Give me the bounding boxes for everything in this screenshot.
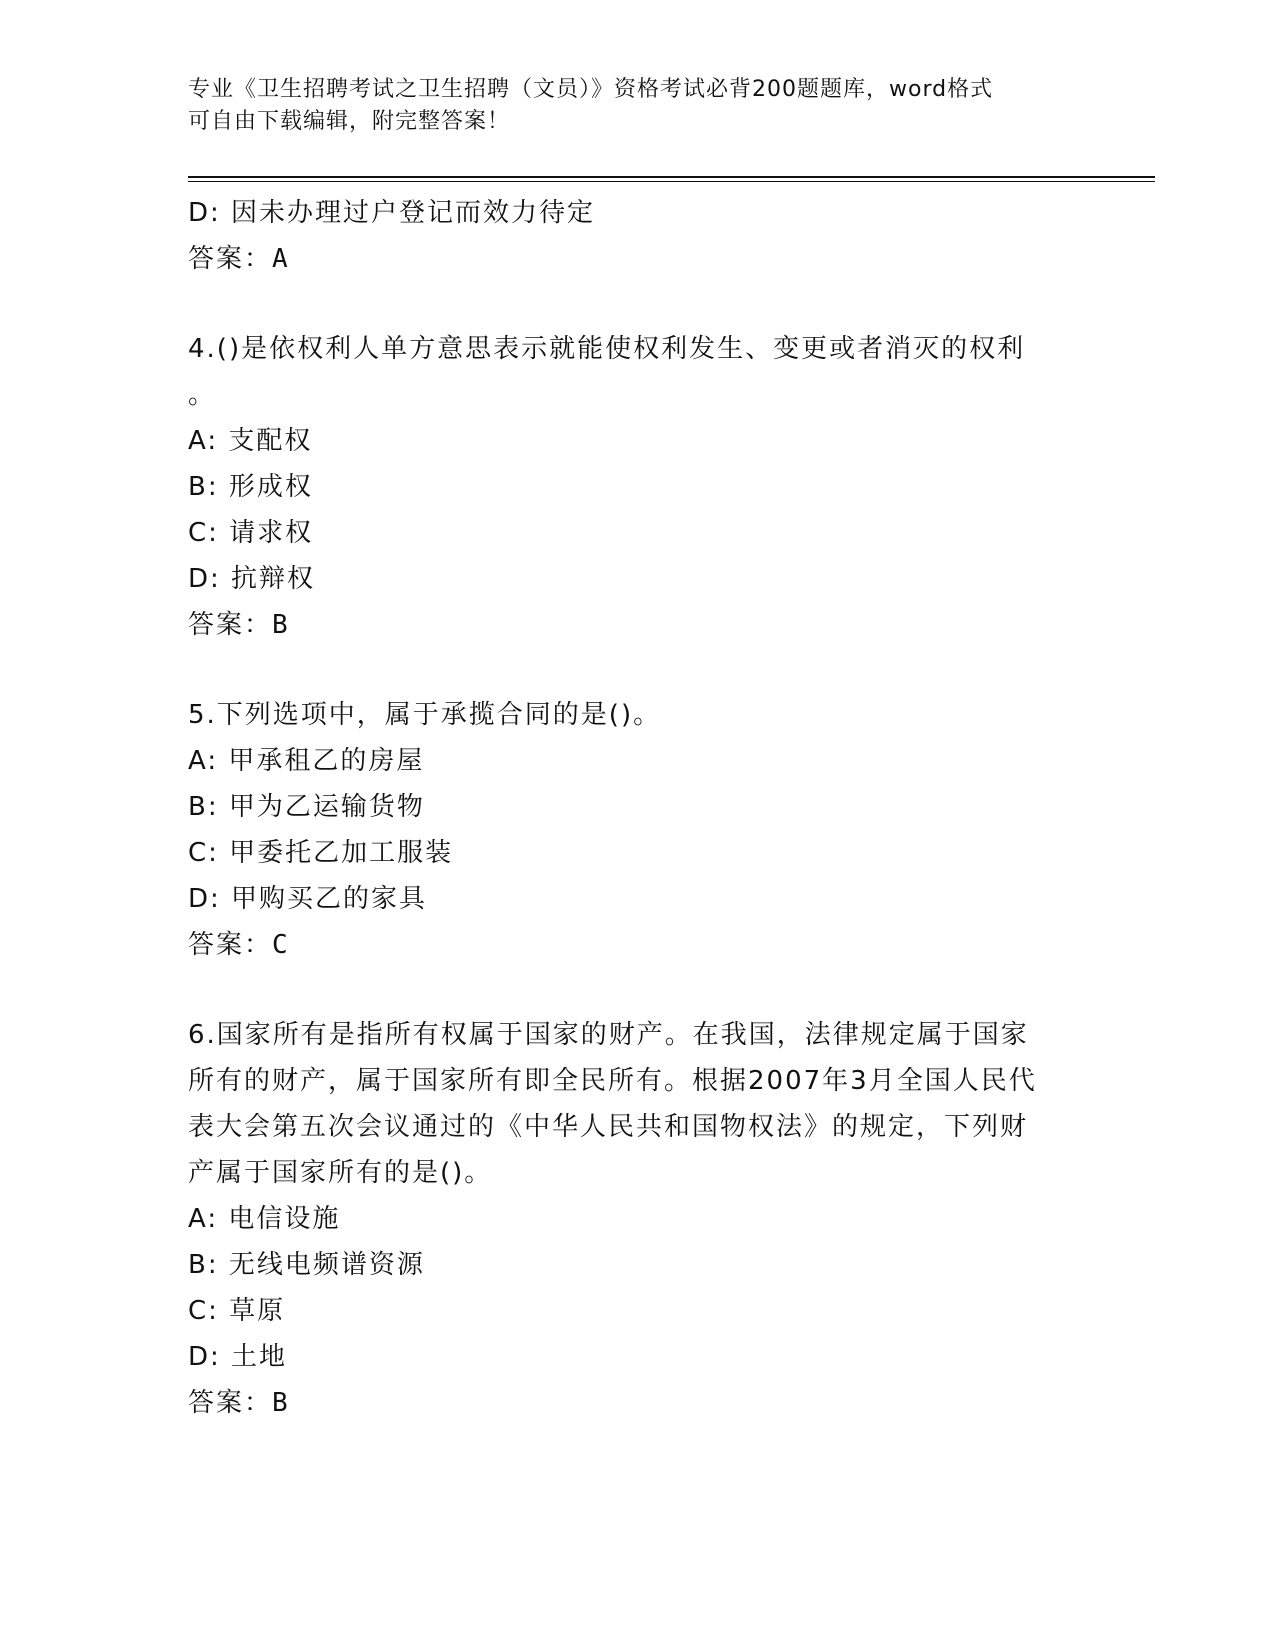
option-c: C: 草原 bbox=[188, 1296, 286, 1326]
stem-line: 5.下列选项中，属于承揽合同的是()。 bbox=[188, 700, 662, 730]
answer-label: 答案： bbox=[188, 244, 273, 274]
question-3-tail bbox=[188, 190, 1088, 282]
question-5 bbox=[188, 692, 1088, 968]
answer-label: 答案： bbox=[188, 610, 273, 640]
answer-value: B bbox=[272, 610, 289, 640]
option-a: A: 支配权 bbox=[188, 426, 313, 456]
answer-line bbox=[188, 922, 1088, 968]
header-divider-thin bbox=[188, 181, 1155, 182]
header-line-2: 可自由下载编辑，附完整答案！ bbox=[188, 109, 511, 134]
option-b: B: 无线电频谱资源 bbox=[188, 1250, 425, 1280]
option-a: A: 甲承租乙的房屋 bbox=[188, 746, 425, 776]
option-d: D: 抗辩权 bbox=[188, 564, 316, 594]
answer-line bbox=[188, 602, 1088, 648]
answer-label: 答案： bbox=[188, 930, 273, 960]
stem-line: 4.()是依权利人单方意思表示就能使权利发生、变更或者消灭的权利 bbox=[188, 334, 1026, 364]
stem-line: 所有的财产，属于国家所有即全民所有。根据2007年3月全国人民代 bbox=[188, 1066, 1037, 1096]
question-stem bbox=[188, 326, 1088, 418]
option-d: D: 因未办理过户登记而效力待定 bbox=[188, 198, 596, 228]
option-c: C: 甲委托乙加工服装 bbox=[188, 838, 454, 868]
stem-line: 产属于国家所有的是()。 bbox=[188, 1158, 493, 1188]
answer-line bbox=[188, 1380, 1088, 1426]
option-b: B: 甲为乙运输货物 bbox=[188, 792, 425, 822]
question-stem bbox=[188, 1012, 1088, 1196]
stem-line: 。 bbox=[188, 380, 217, 410]
option-b: B: 形成权 bbox=[188, 472, 313, 502]
question-4 bbox=[188, 326, 1088, 648]
question-stem bbox=[188, 692, 1088, 738]
question-list bbox=[188, 190, 1088, 1426]
option-d: D: 甲购买乙的家具 bbox=[188, 884, 428, 914]
option-c: C: 请求权 bbox=[188, 518, 314, 548]
question-6 bbox=[188, 1012, 1088, 1426]
document-header bbox=[188, 74, 1088, 138]
stem-line: 6.国家所有是指所有权属于国家的财产。在我国，法律规定属于国家 bbox=[188, 1020, 1029, 1050]
answer-label: 答案： bbox=[188, 1388, 273, 1418]
header-divider-thick bbox=[188, 176, 1155, 178]
answer-value: B bbox=[272, 1388, 289, 1418]
header-line-1: 专业《卫生招聘考试之卫生招聘（文员）》资格考试必背200题题库，word格式 bbox=[188, 77, 994, 102]
answer-line bbox=[188, 236, 1088, 282]
answer-value: A bbox=[272, 244, 289, 274]
option-a: A: 电信设施 bbox=[188, 1204, 341, 1234]
answer-value: C bbox=[272, 930, 289, 960]
stem-line: 表大会第五次会议通过的《中华人民共和国物权法》的规定，下列财 bbox=[188, 1112, 1029, 1142]
option-d: D: 土地 bbox=[188, 1342, 288, 1372]
